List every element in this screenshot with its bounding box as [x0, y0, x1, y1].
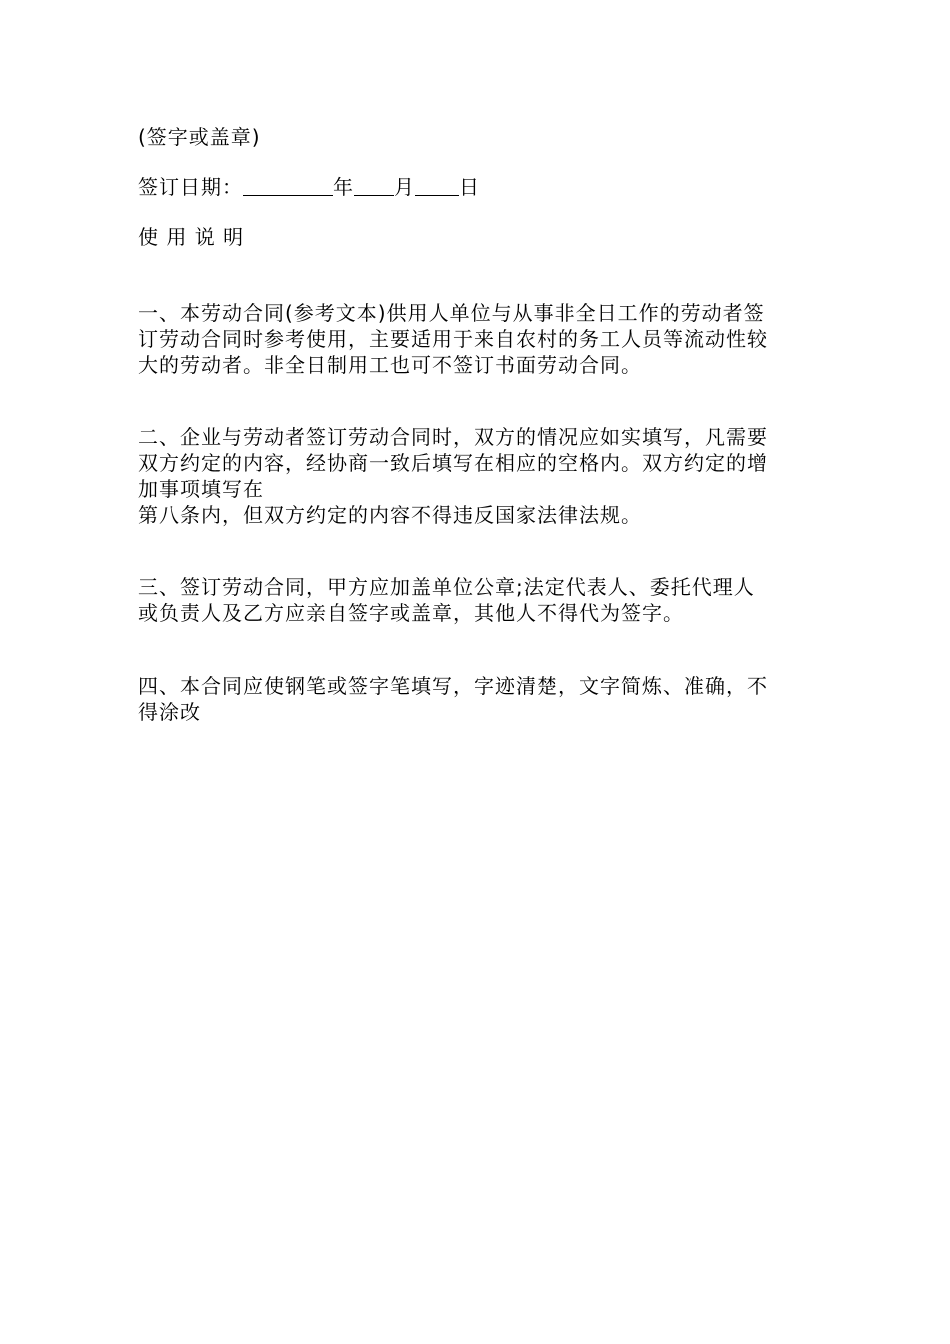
- signing-date-line: [138, 174, 818, 200]
- signature-note: [138, 124, 818, 150]
- instructions-title: [138, 224, 818, 250]
- clause-1: [138, 300, 818, 378]
- year-blank[interactable]: [243, 175, 333, 196]
- clause-line: 加事项填写在: [138, 477, 264, 501]
- clause-line: 双方约定的内容，经协商一致后填写在相应的空格内。双方约定的增: [138, 451, 768, 475]
- clause-line: 得涂改: [138, 700, 201, 724]
- clause-line: 订劳动合同时参考使用，主要适用于来自农村的务工人员等流动性较: [138, 327, 768, 351]
- clause-line: 或负责人及乙方应亲自签字或盖章，其他人不得代为签字。: [138, 601, 684, 625]
- day-suffix: 日: [459, 175, 480, 199]
- day-blank[interactable]: [415, 175, 459, 196]
- signature-note-text: (签字或盖章): [138, 125, 261, 149]
- instructions-title-text: 使 用 说 明: [138, 225, 245, 249]
- clause-line: 一、本劳动合同(参考文本)供用人单位与从事非全日工作的劳动者签: [138, 301, 765, 325]
- clause-line: 大的劳动者。非全日制用工也可不签订书面劳动合同。: [138, 353, 642, 377]
- month-blank[interactable]: [354, 175, 394, 196]
- clause-line: 第八条内，但双方约定的内容不得违反国家法律法规。: [138, 503, 642, 527]
- year-suffix: 年: [333, 175, 354, 199]
- clause-line: 四、本合同应使钢笔或签字笔填写，字迹清楚，文字简炼、准确，不: [138, 674, 768, 698]
- clause-2: [138, 424, 818, 528]
- clause-3: [138, 574, 818, 626]
- clause-line: 二、企业与劳动者签订劳动合同时，双方的情况应如实填写，凡需要: [138, 425, 768, 449]
- clause-line: 三、签订劳动合同，甲方应加盖单位公章;法定代表人、委托代理人: [138, 575, 755, 599]
- month-suffix: 月: [394, 175, 415, 199]
- signing-date-label: 签订日期：: [138, 175, 243, 199]
- clause-4: [138, 673, 818, 725]
